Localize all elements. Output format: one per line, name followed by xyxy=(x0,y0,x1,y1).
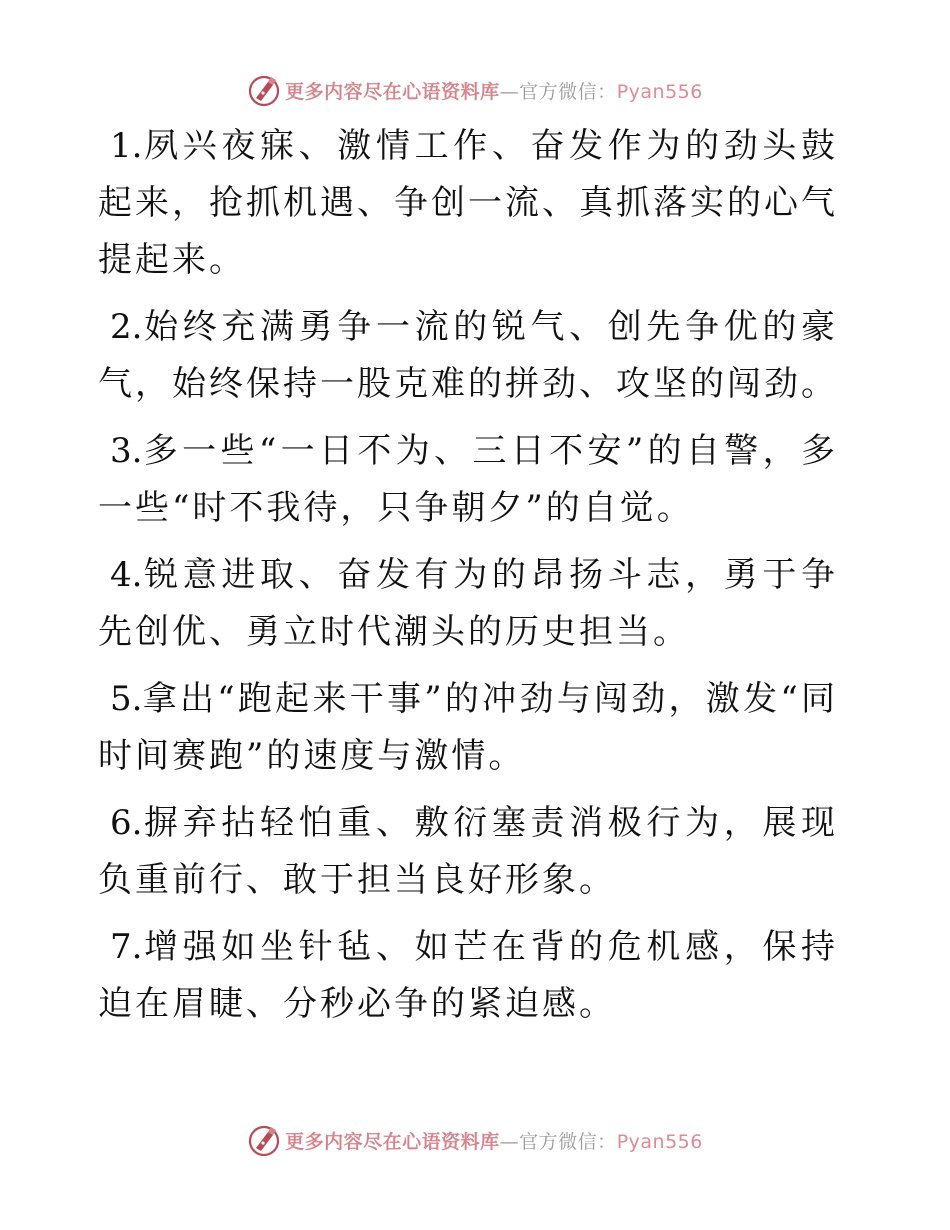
list-item xyxy=(98,423,838,537)
watermark-text xyxy=(285,77,703,104)
document-body xyxy=(98,118,838,1043)
watermark-wechat-id: Pyan556 xyxy=(616,80,703,103)
item-number: 2. xyxy=(110,307,143,347)
item-number: 4. xyxy=(110,555,143,595)
header-watermark xyxy=(0,70,950,110)
item-text: 始终充满勇争一流的锐气、创先争优的豪气，始终保持一股克难的拼劲、攻坚的闯劲。 xyxy=(98,307,838,404)
watermark-main-text: 更多内容尽在心语资料库 xyxy=(285,80,500,103)
list-item xyxy=(98,795,838,909)
list-item xyxy=(98,671,838,785)
footer-watermark xyxy=(0,1120,950,1160)
watermark-wechat-id: Pyan556 xyxy=(616,1130,703,1153)
pen-nib-logo-icon xyxy=(247,73,281,107)
item-number: 3. xyxy=(110,431,143,471)
pen-nib-logo-icon xyxy=(247,1123,281,1157)
item-text: 多一些“一日不为、三日不安”的自警，多一些“时不我待，只争朝夕”的自觉。 xyxy=(98,431,838,528)
item-text: 增强如坐针毡、如芒在背的危机感，保持迫在眉睫、分秒必争的紧迫感。 xyxy=(98,927,838,1024)
item-number: 1. xyxy=(110,126,143,166)
list-item xyxy=(98,919,838,1033)
item-number: 7. xyxy=(110,927,143,967)
watermark-text xyxy=(285,1127,703,1154)
item-text: 拿出“跑起来干事”的冲劲与闯劲，激发“同时间赛跑”的速度与激情。 xyxy=(98,679,838,776)
watermark-main-text: 更多内容尽在心语资料库 xyxy=(285,1130,500,1153)
item-number: 6. xyxy=(110,803,143,843)
item-text: 锐意进取、奋发有为的昂扬斗志，勇于争先创优、勇立时代潮头的历史担当。 xyxy=(98,555,838,652)
list-item xyxy=(98,547,838,661)
list-item xyxy=(98,299,838,413)
item-text: 夙兴夜寐、激情工作、奋发作为的劲头鼓起来，抢抓机遇、争创一流、真抓落实的心气提起来。 xyxy=(98,126,838,280)
list-item xyxy=(98,118,838,289)
item-text: 摒弃拈轻怕重、敷衍塞责消极行为，展现负重前行、敢于担当良好形象。 xyxy=(98,803,838,900)
watermark-label: 官方微信： xyxy=(519,1130,617,1153)
watermark-label: 官方微信： xyxy=(519,80,617,103)
watermark-dash: — xyxy=(499,1130,520,1153)
watermark-dash: — xyxy=(499,80,520,103)
item-number: 5. xyxy=(110,679,143,719)
